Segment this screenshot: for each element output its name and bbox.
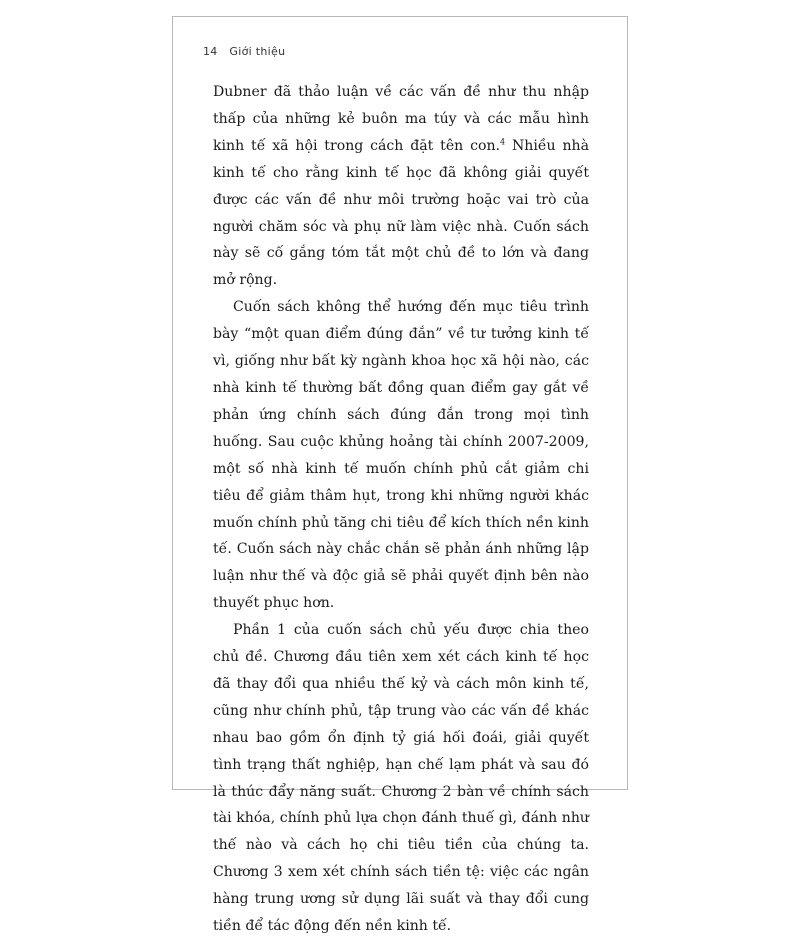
book-page xyxy=(172,16,628,935)
page-number: 14 xyxy=(203,45,218,58)
paragraph-1-continued: Nhiều nhà kinh tế cho rằng kinh tế học đã không giải quyết được các vấn đề như môi trường hoặc vai trò của người chăm sóc và phụ nữ làm việc nhà. Cuốn sách này sẽ cố gắng tóm tắt một chủ đề to lớn và đang mở rộng. xyxy=(213,137,590,289)
running-header xyxy=(203,45,285,58)
section-title: Giới thiệu xyxy=(229,45,286,58)
paragraph-2: Cuốn sách không thể hướng đến mục tiêu trình bày “một quan điểm đúng đắn” về tư tưởng kinh tế vì, giống như bất kỳ ngành khoa học xã hội nào, các nhà kinh tế thường bất đồng quan điểm gay gắt về phản ứng chính sách đúng đắn trong mọi tình huống. Sau cuộc khủng hoảng tài chính 2007-2009, một số nhà kinh tế muốn chính phủ cắt giảm chi tiêu để giảm thâm hụt, trong khi những người khác muốn chính phủ tăng chi tiêu để kích thích nền kinh tế. Cuốn sách này chắc chắn sẽ phản ánh những lập luận như thế và độc giả sẽ phải quyết định bên nào thuyết phục hơn. xyxy=(213,299,589,612)
footnote-marker: 4 xyxy=(500,137,506,147)
body-text xyxy=(213,79,589,940)
paragraph-1-text: Dubner đã thảo luận về các vấn đề như thu nhập thấp của những kẻ buôn ma túy và các mẫu hình kinh tế xã hội trong cách đặt tên con. xyxy=(213,84,589,154)
paragraph-1 xyxy=(213,79,589,294)
paragraph-3: Phần 1 của cuốn sách chủ yếu được chia theo chủ đề. Chương đầu tiên xem xét cách kinh tế học đã thay đổi qua nhiều thế kỷ và cách môn kinh tế, cũng như chính phủ, tập trung vào các vấn đề khác nhau bao gồm ổn định tỷ giá hối đoái, giải quyết tình trạng thất nghiệp, hạn chế lạm phát và sau đó là thúc đẩy năng suất. Chương 2 bàn về chính sách tài khóa, chính phủ lựa chọn đánh thuế gì, đánh như thế nào và cách họ chi tiêu tiền của chúng ta. Chương 3 xem xét chính sách tiền tệ: việc các ngân hàng trung ương sử dụng lãi suất và thay đổi cung tiền để tác động đến nền kinh tế. xyxy=(213,622,589,935)
